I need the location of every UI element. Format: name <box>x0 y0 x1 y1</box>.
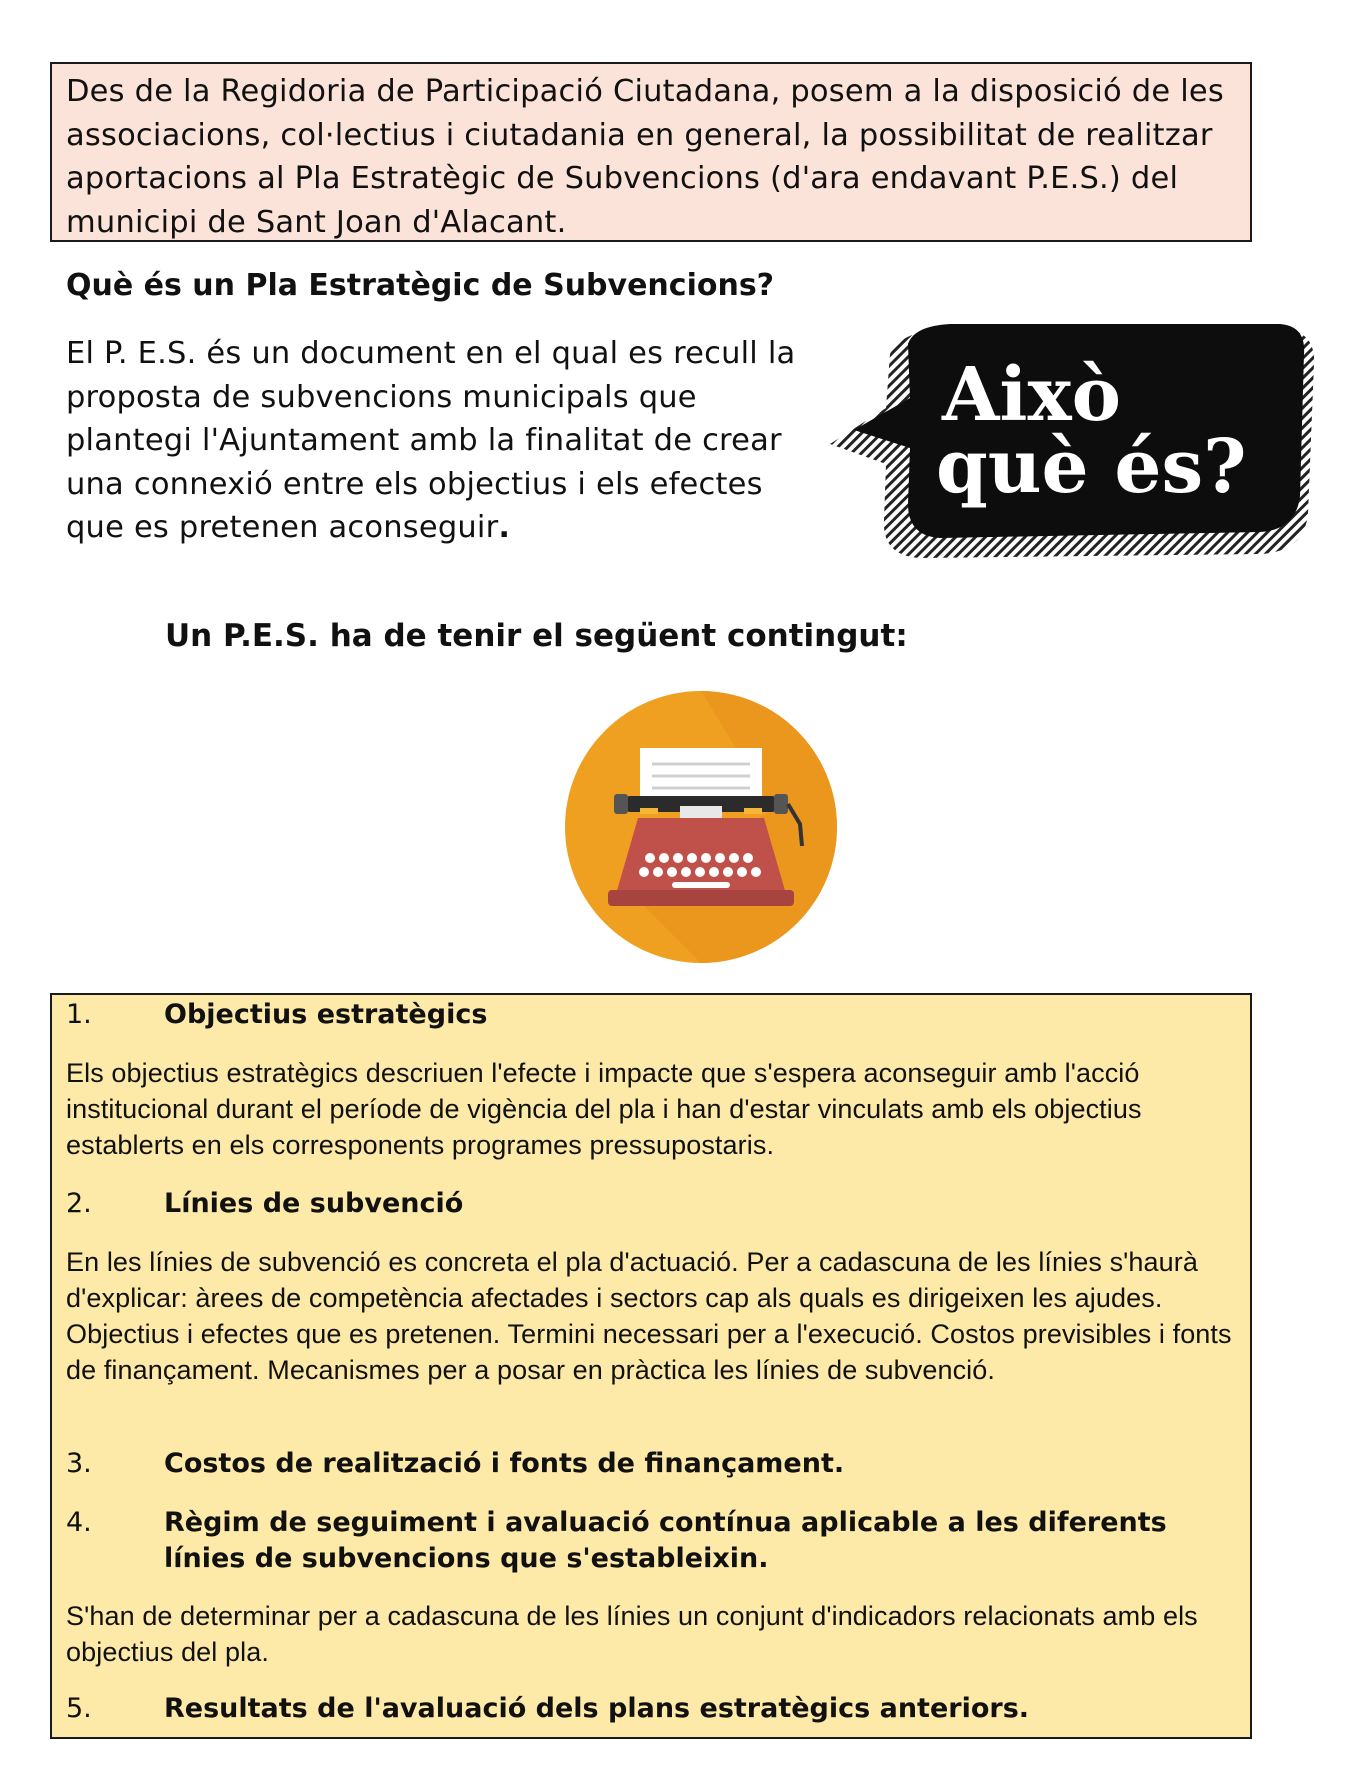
item-number: 1. <box>66 999 92 1030</box>
item-number: 5. <box>66 1693 92 1724</box>
contents-box <box>50 993 1252 1739</box>
item-number: 4. <box>66 1507 92 1538</box>
definition-text <box>66 332 806 550</box>
item-number: 2. <box>66 1188 92 1219</box>
item-title: Costos de realització i fonts de finançament. <box>164 1448 845 1479</box>
item-number: 3. <box>66 1448 92 1479</box>
content-paragraph-1: Els objectius estratègics descriuen l'efecte i impacte que s'espera aconseguir amb l'acció institucional durant el període de vigència del pla i han d'estar vinculats amb els objectius establerts en els corresponents programes pressupostaris. <box>66 1058 1142 1160</box>
typewriter-icon <box>564 690 838 964</box>
bubble-line2: què és? <box>936 424 1247 510</box>
item-title: Línies de subvenció <box>164 1188 464 1219</box>
item-title: Resultats de l'avaluació dels plans estratègics anteriors. <box>164 1693 1030 1724</box>
section-heading: Què és un Pla Estratègic de Subvencions? <box>66 268 775 303</box>
intro-text: Des de la Regidoria de Participació Ciutadana, posem a la disposició de les associacions, col·lectius i ciutadania en general, la possibilitat de realitzar aportacions al Pla Estratègic de Subvencions (d'ara endavant P.E.S.) del municipi de Sant Joan d'Alacant. <box>66 74 1224 240</box>
content-paragraph-3: S'han de determinar per a cadascuna de les línies un conjunt d'indicadors relacionats amb els objectius del pla. <box>66 1601 1198 1667</box>
definition-body: El P. E.S. és un document en el qual es recull la proposta de subvencions municipals que plantegi l'Ajuntament amb la finalitat de crear una connexió entre els objectius i els efectes que es pretenen aconseguir <box>66 336 796 545</box>
intro-box <box>50 62 1252 242</box>
speech-bubble-illustration <box>830 324 1320 564</box>
contents-subheading: Un P.E.S. ha de tenir el següent contingut: <box>165 618 908 654</box>
item-title: Objectius estratègics <box>164 999 488 1030</box>
content-paragraph-2: En les línies de subvenció es concreta el pla d'actuació. Per a cadascuna de les línies s'haurà d'explicar: àrees de competència afectades i sectors cap als quals es dirigeixen les ajudes. Objectius i efectes que es pretenen. Termini necessari per a l'execució. Costos previsibles i fonts de finançament. Mecanismes per a posar en pràctica les línies de subvenció. <box>66 1247 1232 1385</box>
item-title: Règim de seguiment i avaluació contínua aplicable a les diferents línies de subvencions que s'estableixin. <box>164 1507 1167 1574</box>
definition-end: . <box>498 510 511 545</box>
bubble-line1: Això <box>942 352 1122 438</box>
